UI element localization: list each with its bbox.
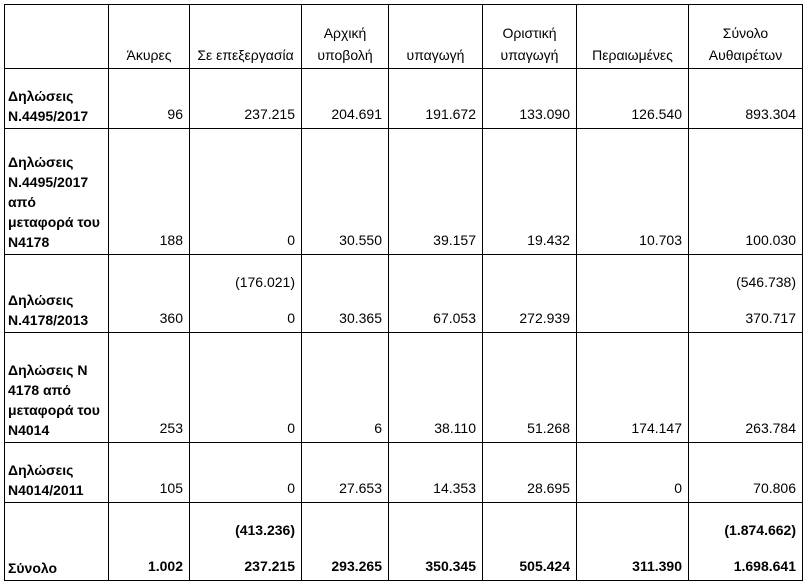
cell-value: 105 — [159, 480, 183, 496]
table-container — [4, 4, 803, 581]
table-cell — [483, 255, 577, 333]
header-row — [5, 5, 803, 69]
table-cell — [577, 255, 689, 333]
table-cell — [190, 69, 302, 129]
cell-value: 253 — [159, 420, 183, 436]
table-cell — [577, 443, 689, 503]
table-cell — [190, 333, 302, 443]
cell-value: 293.265 — [331, 558, 382, 574]
prior-value-text: (413.236) — [235, 522, 295, 538]
cell-value: 133.090 — [519, 106, 570, 122]
table-cell — [577, 129, 689, 255]
table-cell — [689, 503, 803, 581]
table-cell — [483, 333, 577, 443]
header-inclusion: υπαγωγή — [389, 5, 483, 69]
table-cell — [389, 69, 483, 129]
table-cell — [577, 503, 689, 581]
cell-value: 0 — [287, 420, 295, 436]
cell-value: 505.424 — [519, 558, 570, 574]
table-cell — [483, 503, 577, 581]
cell-value: 0 — [287, 232, 295, 248]
cell-value: 27.653 — [339, 480, 382, 496]
table-cell — [109, 443, 190, 503]
cell-value: 263.784 — [745, 420, 796, 436]
prior-value-text: (176.021) — [235, 274, 295, 290]
row-label: Σύνολο — [5, 503, 109, 581]
cell-value: 893.304 — [745, 106, 796, 122]
cell-value: 14.353 — [433, 480, 476, 496]
table-row — [5, 69, 803, 129]
table-row — [5, 129, 803, 255]
table-cell — [689, 255, 803, 333]
table-cell — [302, 129, 389, 255]
cell-value: 272.939 — [519, 310, 570, 326]
table-cell — [109, 129, 190, 255]
cell-value: 6 — [374, 420, 382, 436]
cell-value: 1.002 — [147, 558, 183, 574]
cell-value: 350.345 — [425, 558, 476, 574]
table-cell — [389, 255, 483, 333]
table-cell — [689, 443, 803, 503]
table-cell — [190, 443, 302, 503]
table-cell — [389, 129, 483, 255]
cell-value: 0 — [287, 480, 295, 496]
cell-value: 51.268 — [527, 420, 570, 436]
table-cell — [302, 443, 389, 503]
cell-value: 70.806 — [753, 480, 796, 496]
cell-value: 311.390 — [632, 558, 682, 574]
table-cell — [190, 503, 302, 581]
cell-value: 360 — [159, 310, 183, 326]
table-cell — [689, 129, 803, 255]
cell-value: 30.365 — [339, 310, 382, 326]
cell-value: 19.432 — [527, 232, 570, 248]
row-label: Δηλώσεις Ν 4178 από μεταφορά του Ν4014 — [5, 333, 109, 443]
cell-value: 126.540 — [631, 106, 682, 122]
table-cell — [190, 255, 302, 333]
table-cell — [109, 503, 190, 581]
header-completed: Περαιωμένες — [577, 5, 689, 69]
cell-value: 0 — [674, 480, 682, 496]
header-cell-empty — [5, 5, 109, 69]
cell-value: 30.550 — [339, 232, 382, 248]
cell-value: 188 — [159, 232, 183, 248]
table-cell — [483, 69, 577, 129]
table-cell — [109, 255, 190, 333]
declarations-table — [4, 4, 803, 581]
cell-value: 100.030 — [745, 232, 796, 248]
table-cell — [389, 333, 483, 443]
table-cell — [302, 69, 389, 129]
cell-value: 204.691 — [331, 106, 382, 122]
table-cell — [577, 69, 689, 129]
prior-value-text: (546.738) — [736, 274, 796, 290]
table-cell — [190, 129, 302, 255]
table-cell — [689, 333, 803, 443]
cell-value: 0 — [287, 310, 295, 326]
cell-value: 1.698.641 — [733, 558, 796, 574]
row-label: Δηλώσεις Ν.4178/2013 — [5, 255, 109, 333]
header-invalid: Άκυρες — [109, 5, 190, 69]
header-initial-submission: Αρχική υποβολή — [302, 5, 389, 69]
row-label: Δηλώσεις Ν4014/2011 — [5, 443, 109, 503]
cell-value: 370.717 — [745, 310, 796, 326]
header-total-unauthorized: Σύνολο Αυθαιρέτων — [689, 5, 803, 69]
cell-value: 237.215 — [244, 106, 295, 122]
header-in-processing: Σε επεξεργασία — [190, 5, 302, 69]
row-label: Δηλώσεις Ν.4495/2017 — [5, 69, 109, 129]
table-cell — [483, 443, 577, 503]
table-row — [5, 255, 803, 333]
table-cell — [302, 503, 389, 581]
table-row — [5, 443, 803, 503]
table-cell — [302, 255, 389, 333]
header-final-inclusion: Οριστική υπαγωγή — [483, 5, 577, 69]
table-cell — [109, 333, 190, 443]
cell-value: 39.157 — [433, 232, 476, 248]
cell-value: 237.215 — [244, 558, 295, 574]
prior-value-text: (1.874.662) — [724, 522, 796, 538]
table-cell — [577, 333, 689, 443]
cell-value: 67.053 — [433, 310, 476, 326]
table-cell — [483, 129, 577, 255]
cell-value: 174.147 — [631, 420, 682, 436]
cell-value: 38.110 — [434, 420, 476, 436]
row-label: Δηλώσεις Ν.4495/2017 από μεταφορά του Ν4178 — [5, 129, 109, 255]
table-cell — [389, 503, 483, 581]
table-cell — [302, 333, 389, 443]
table-cell — [109, 69, 190, 129]
table-cell — [689, 69, 803, 129]
cell-value: 10.703 — [639, 232, 682, 248]
cell-value: 28.695 — [527, 480, 570, 496]
table-row — [5, 333, 803, 443]
cell-value: 96 — [167, 106, 183, 122]
table-cell — [389, 443, 483, 503]
total-row — [5, 503, 803, 581]
cell-value: 191.672 — [425, 106, 476, 122]
